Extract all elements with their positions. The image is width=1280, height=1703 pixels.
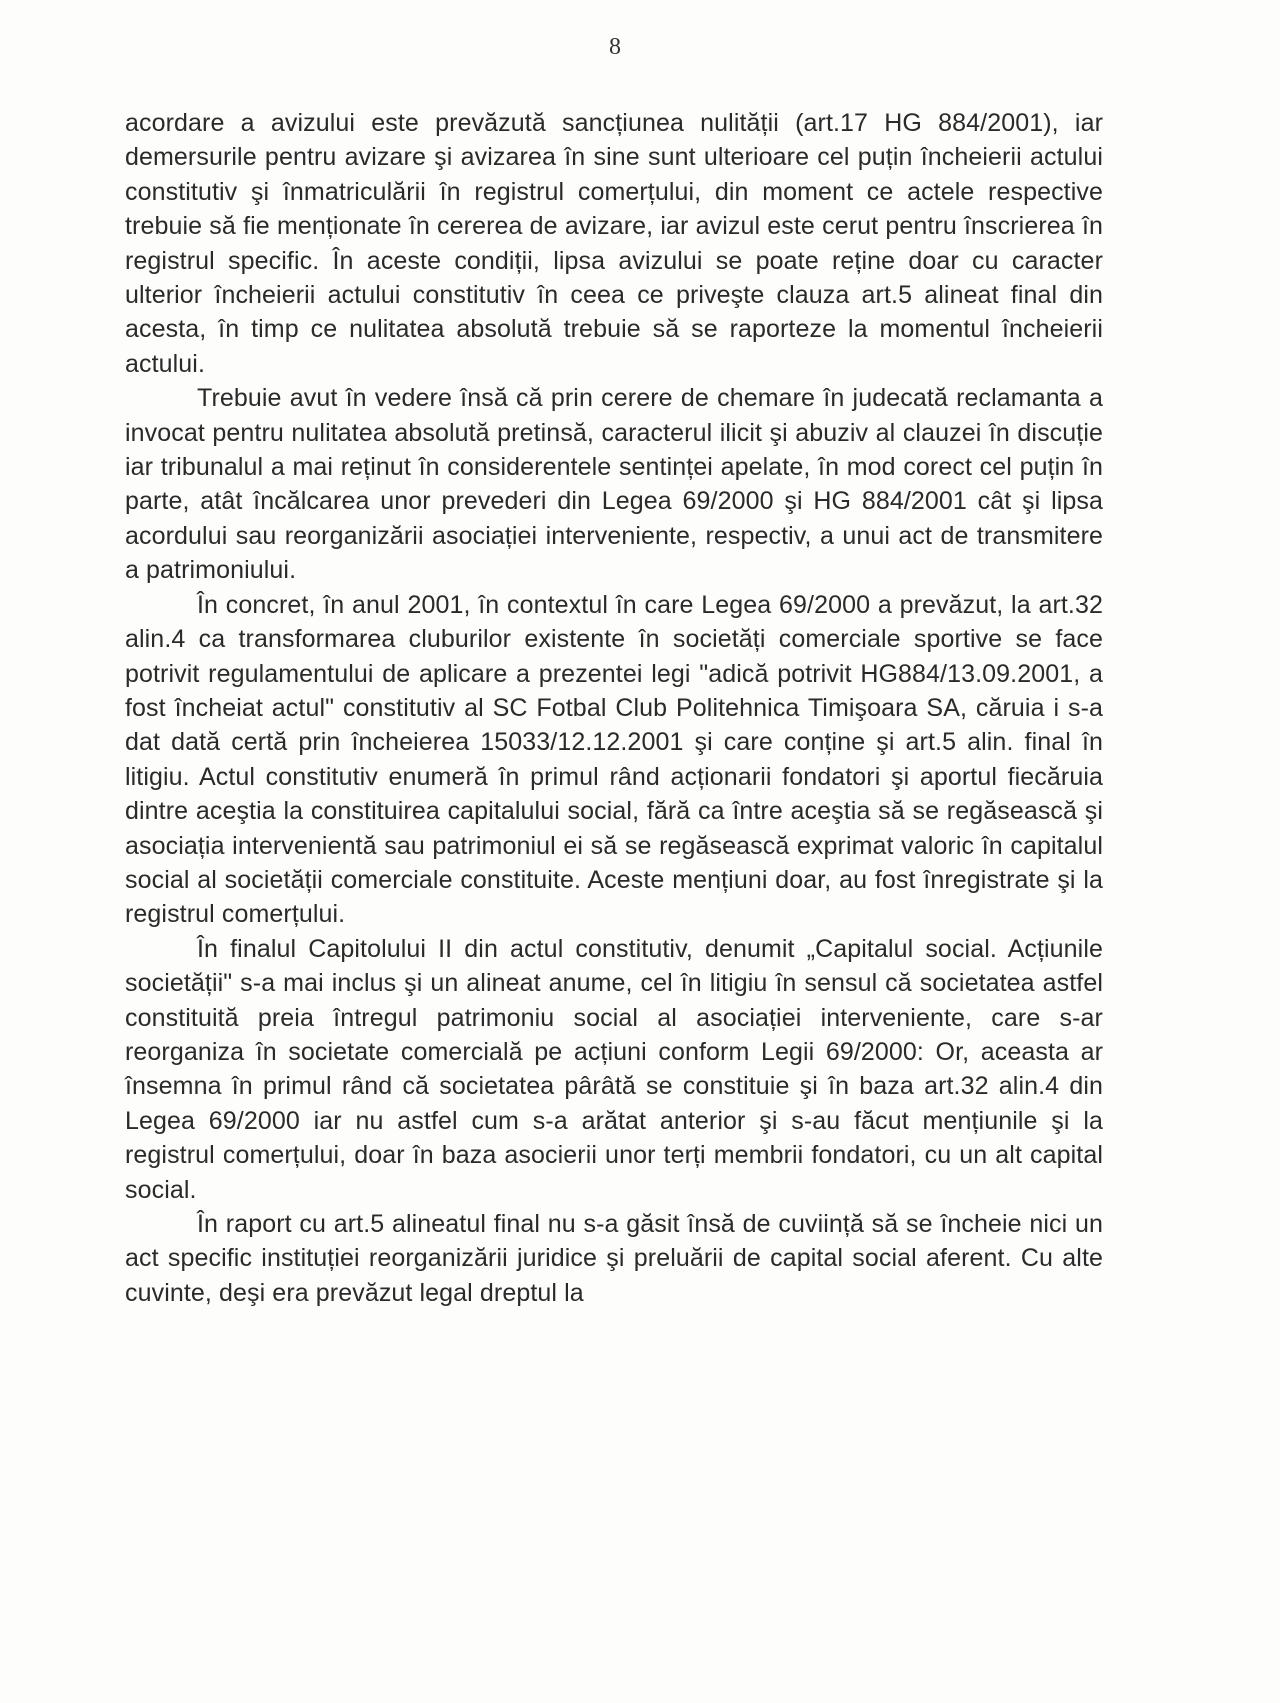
paragraph: În concret, în anul 2001, în contextul în care Legea 69/2000 a prevăzut, la art.32 alin.4 ca transformarea cluburilor existente în societăți comerciale sportive se face potrivit regulamentului de aplicare a prezentei legi "adică potrivit HG884/13.09.2001, a fost încheiat actul" constitutiv al SC Fotbal Club Politehnica Timişoara SA, căruia i s-a dat dată certă prin încheierea 15033/12.12.2001 şi care conține şi art.5 alin. final în litigiu. Actul constitutiv enumeră în primul rând acționarii fondatori şi aportul fiecăruia dintre aceştia la constituirea capitalului social, fără ca între aceştia să se regăsească şi asociația intervenientă sau patrimoniul ei să se regăsească exprimat valoric în capitalul social al societății comerciale constituite. Aceste mențiuni doar, au fost înregistrate şi la registrul comerțului. — [125, 590, 1103, 929]
page-number: 8 — [609, 34, 621, 60]
paragraph: În finalul Capitolului II din actul constitutiv, denumit „Capitalul social. Acțiunile societății" s-a mai inclus şi un alineat anume, cel în litigiu în sensul că societatea astfel constituită preia întregul patrimoniu social al asociației interveniente, care s-ar reorganiza în societate comercială pe acțiuni conform Legii 69/2000: Or, aceasta ar însemna în primul rând că societatea pârâtă se constituie şi în baza art.32 alin.4 din Legea 69/2000 iar nu astfel cum s-a arătat anterior şi s-au făcut mențiunile şi la registrul comerțului, doar în baza asocierii unor terți membrii fondatori, cu un alt capital social. — [125, 934, 1103, 1204]
document-body — [125, 106, 1103, 1310]
paragraph: Trebuie avut în vedere însă că prin cerere de chemare în judecată reclamanta a invocat pentru nulitatea absolută pretinsă, caracterul ilicit şi abuziv al clauzei în discuție iar tribunalul a mai reținut în considerentele sentinței apelate, în mod corect cel puțin în parte, atât încălcarea unor prevederi din Legea 69/2000 şi HG 884/2001 cât şi lipsa acordului sau reorganizării asociației interveniente, respectiv, a unui act de transmitere a patrimoniului. — [125, 384, 1103, 585]
paragraph: În raport cu art.5 alineatul final nu s-a găsit însă de cuviință să se încheie nici un act specific instituției reorganizării juridice şi preluării de capital social aferent. Cu alte cuvinte, deşi era prevăzut legal dreptul la — [125, 1210, 1103, 1307]
paragraph-continued: acordare a avizului este prevăzută sancțiunea nulității (art.17 HG 884/2001), iar demersurile pentru avizare şi avizarea în sine sunt ulterioare cel puțin încheierii actului constitutiv şi înmatriculării în registrul comerțului, din moment ce actele respective trebuie să fie menționate în cererea de avizare, iar avizul este cerut pentru înscrierea în registrul specific. În aceste condiții, lipsa avizului se poate reține doar cu caracter ulterior încheierii actului constitutiv în ceea ce priveşte clauza art.5 alineat final din acesta, în timp ce nulitatea absolută trebuie să se raporteze la momentul încheierii actului. — [125, 109, 1103, 378]
